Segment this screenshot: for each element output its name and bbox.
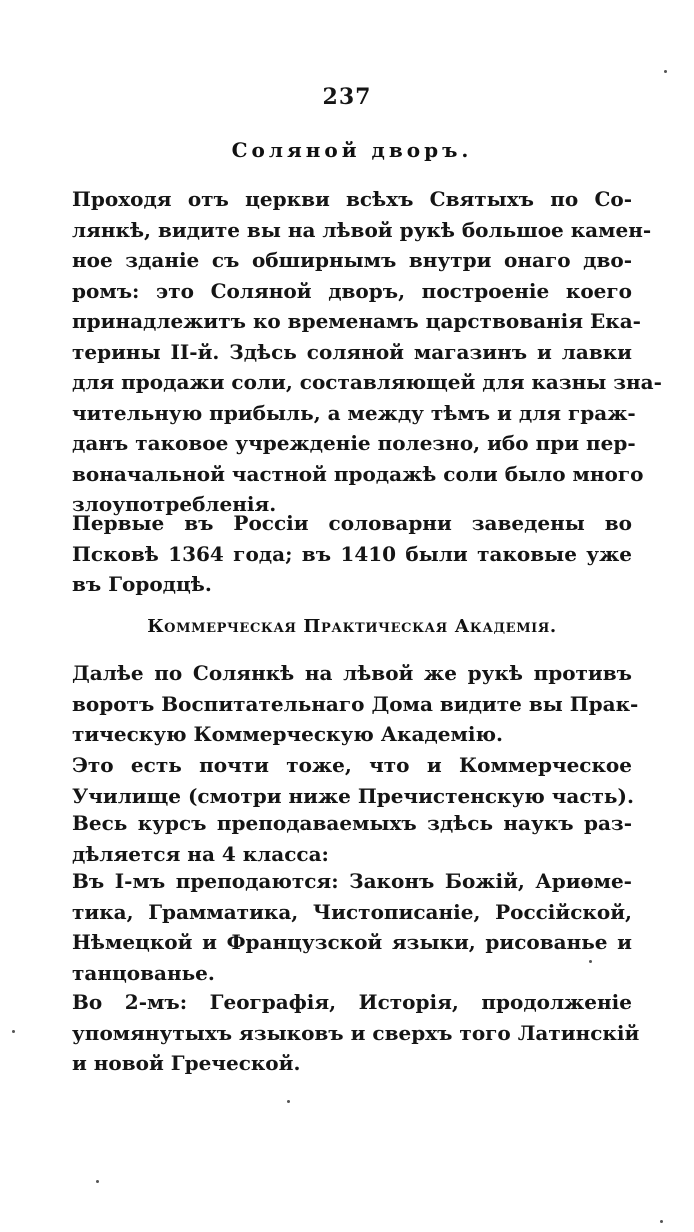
text-line: принадлежитъ ко временамъ царствованія Ека- <box>72 309 641 333</box>
paragraph-second-class-subjects <box>72 987 640 1079</box>
paragraph-academy-location <box>72 658 639 750</box>
paragraph-salt-works-history <box>72 508 632 600</box>
paragraph-academy-comparison <box>72 750 632 811</box>
paper-speck <box>12 1030 15 1033</box>
text-line: Проходя отъ церкви всѣхъ Святыхъ по Со- <box>72 187 632 211</box>
text-line: данъ таковое учрежденіе полезно, ибо при пер- <box>72 431 636 455</box>
paper-speck <box>589 960 592 963</box>
text-line: ромъ: это Соляной дворъ, построеніе коего <box>72 278 632 303</box>
text-line: Во 2-мъ: Географія, Исторія, продолженіе <box>72 990 632 1014</box>
text-line: злоупотребленія. <box>72 492 277 516</box>
text-line: воначальной частной продажѣ соли было много <box>72 461 644 486</box>
paper-speck <box>664 70 667 73</box>
text-line: упомянутыхъ языковъ и сверхъ того Латинскій <box>72 1020 640 1045</box>
text-line: Это есть почти тоже, что и Коммерческое <box>72 753 632 777</box>
paragraph-salt-yard-description <box>72 184 662 520</box>
text-line: чительную прибыль, а между тѣмъ и для граж- <box>72 400 636 425</box>
page-number: 237 <box>322 84 372 110</box>
text-line: Училище (смотри ниже Пречистенскую часть). <box>72 783 634 808</box>
text-line: Въ I-мъ преподаются: Законъ Божій, Ариѳме- <box>72 869 632 893</box>
text-line: Псковѣ 1364 года; въ 1410 были таковые уже <box>72 541 632 566</box>
paper-speck <box>287 1100 290 1103</box>
text-line: танцованье. <box>72 960 215 985</box>
text-line: и новой Греческой. <box>72 1051 301 1075</box>
paragraph-academy-course <box>72 808 632 869</box>
text-line: Первые въ Россіи соловарни заведены во <box>72 511 632 535</box>
paragraph-first-class-subjects <box>72 866 632 988</box>
text-line: дѣляется на 4 класса: <box>72 841 329 866</box>
section-heading-academy: Коммерческая Практическая Академія. <box>147 616 557 637</box>
paper-speck <box>660 1220 663 1223</box>
paper-speck <box>96 1180 99 1183</box>
text-line: воротъ Воспитательнаго Дома видите вы Прак- <box>72 691 639 716</box>
text-line: тика, Грамматика, Чистописаніе, Россійской, <box>72 899 632 924</box>
text-line: въ Городцѣ. <box>72 572 212 596</box>
section-heading-salt-yard: Соляной дворъ. <box>231 138 473 162</box>
text-line: тическую Коммерческую Академію. <box>72 722 503 746</box>
text-line: лянкѣ, видите вы на лѣвой рукѣ большое камен- <box>72 217 652 242</box>
text-line: Далѣе по Солянкѣ на лѣвой же рукѣ противъ <box>72 661 632 685</box>
text-line: Весь курсъ преподаваемыхъ здѣсь наукъ раз- <box>72 811 632 835</box>
text-line: терины II-й. Здѣсь соляной магазинъ и лавки <box>72 339 632 364</box>
text-line: для продажи соли, составляющей для казны зна- <box>72 370 662 394</box>
text-line: ное зданіе съ обширнымъ внутри онаго дво- <box>72 248 632 272</box>
text-line: Нѣмецкой и Французской языки, рисованье и <box>72 930 632 954</box>
